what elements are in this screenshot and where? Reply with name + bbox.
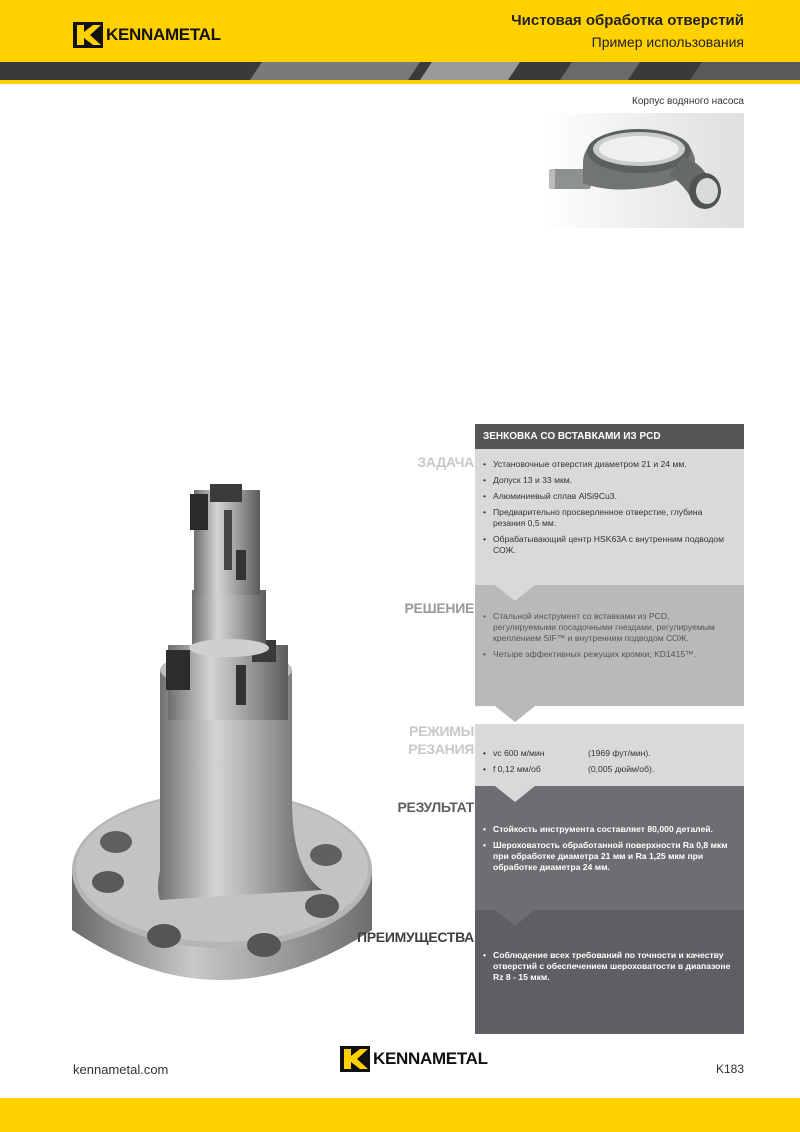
param-value: • vc 600 м/мин	[493, 748, 545, 758]
section-modes	[475, 724, 744, 786]
benefits-list	[483, 950, 734, 983]
section-solution	[475, 601, 744, 706]
list-item: • Допуск 13 и 33 мкм.	[483, 475, 734, 486]
list-item: • Предварительно просверленное отверстие, глубина резания 0,5 мм.	[483, 507, 734, 529]
list-item: • Установочные отверстия диаметром 21 и 24 мм.	[483, 459, 734, 470]
kennametal-k-icon	[340, 1046, 370, 1072]
page-subtitle: Пример использования	[591, 34, 744, 50]
list-item: • Четыре эффективных режущих кромки; KD1415™.	[483, 649, 734, 660]
section-arrow	[475, 786, 744, 804]
section-arrow	[475, 910, 744, 928]
photo-caption: Корпус водяного насоса	[632, 96, 744, 107]
header-yellow-line	[0, 80, 800, 84]
pump-housing-photo	[543, 113, 744, 228]
header-logo-text: KENNAMETAL	[106, 25, 221, 44]
section-benefits	[475, 928, 744, 1034]
list-item: • Стойкость инструмента составляет 80,000 деталей.	[483, 824, 734, 835]
task-list	[483, 459, 734, 556]
param-alt: (0,005 дюйм/об).	[588, 764, 655, 774]
footer-bar	[0, 1098, 800, 1132]
section-label-modes-line2: РЕЗАНИЯ	[408, 741, 474, 757]
list-item: • Алюминиевый сплав AlSi9Cu3.	[483, 491, 734, 502]
param-alt: (1969 фут/мин).	[588, 748, 651, 758]
section-label-result: РЕЗУЛЬТАТ	[397, 799, 474, 815]
list-item: • Стальной инструмент со вставками из PCD, регулируемыми посадочными гнездами, регулируемым креплением SIF™ и внутренним подводом СОЖ.	[483, 611, 734, 644]
section-label-benefits: ПРЕИМУЩЕСТВА	[356, 929, 474, 945]
section-arrow	[475, 706, 744, 724]
header-logo	[73, 22, 221, 48]
section-label-task: ЗАДАЧА	[417, 454, 474, 470]
list-item: • Соблюдение всех требований по точности и качеству отверстий с обеспечением шероховатости в диапазоне Rz 8 - 15 мкм.	[483, 950, 734, 983]
solution-list	[483, 611, 734, 660]
param-row	[483, 764, 734, 775]
modes-list	[483, 748, 734, 775]
header-stripe	[0, 62, 800, 80]
footer-website-link[interactable]: kennametal.com	[73, 1062, 169, 1077]
param-value: • f 0,12 мм/об	[493, 764, 541, 774]
page-number: K183	[715, 1062, 744, 1076]
list-item: • Шероховатость обработанной поверхности Ra 0,8 мкм при обработке диаметра 21 мм и Ra 1,25 мкм при обработке диаметра 24 мм.	[483, 840, 734, 873]
section-label-modes-line1: РЕЖИМЫ	[409, 723, 474, 739]
countersink-tool-image	[60, 470, 390, 1035]
section-label-solution: РЕШЕНИЕ	[404, 600, 474, 616]
section-task	[475, 449, 744, 585]
kennametal-k-icon	[73, 22, 103, 48]
section-result	[475, 804, 744, 910]
page-title: Чистовая обработка отверстий	[511, 12, 744, 29]
param-row	[483, 748, 734, 759]
footer-logo-text: KENNAMETAL	[373, 1049, 488, 1068]
section-label-modes	[408, 722, 474, 758]
panel-header: ЗЕНКОВКА СО ВСТАВКАМИ ИЗ PCD	[475, 424, 744, 449]
result-list	[483, 824, 734, 873]
list-item: • Обрабатывающий центр HSK63A с внутренним подводом СОЖ.	[483, 534, 734, 556]
footer-logo	[340, 1046, 488, 1072]
